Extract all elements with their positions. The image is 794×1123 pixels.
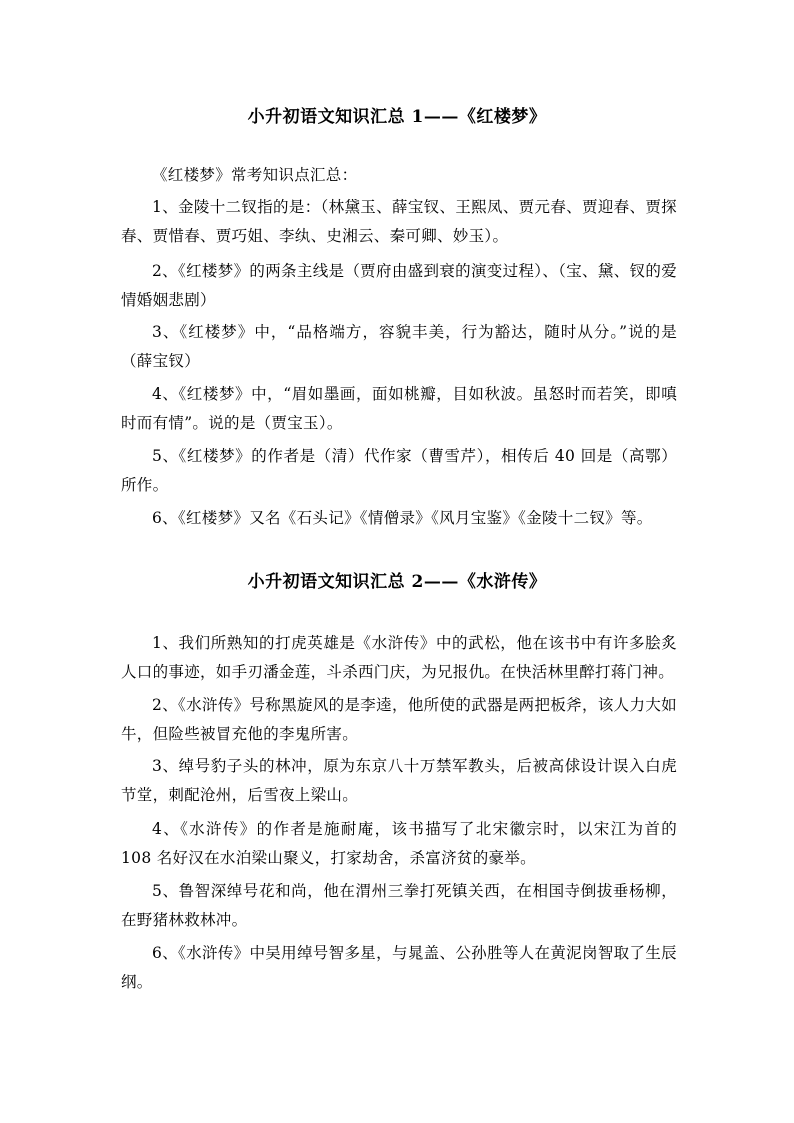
- list-item: 1、金陵十二钗指的是：（林黛玉、薛宝钗、王熙凤、贾元春、贾迎春、贾探春、贾惜春、贾巧姐、李纨、史湘云、秦可卿、妙玉）。: [121, 198, 677, 245]
- list-item: 4、《水浒传》的作者是施耐庵，该书描写了北宋徽宗时，以宋江为首的 108 名好汉在水泊梁山聚义，打家劫舍，杀富济贫的豪举。: [121, 820, 677, 867]
- list-item: 3、绰号豹子头的林冲，原为东京八十万禁军教头，后被高俅设计误入白虎节堂，刺配沧州，后雪夜上梁山。: [121, 757, 677, 804]
- list-item: 3、《红楼梦》中，“品格端方，容貌丰美，行为豁达，随时从分。”说的是（薛宝钗）: [121, 323, 677, 370]
- section-title-hongloumeng: 小升初语文知识汇总 1——《红楼梦》: [247, 107, 547, 127]
- list-item: 6、《水浒传》中吴用绰号智多星，与晁盖、公孙胜等人在黄泥岗智取了生辰纲。: [121, 944, 677, 991]
- list-item: 1、我们所熟知的打虎英雄是《水浒传》中的武松，他在该书中有许多脍炙人口的事迹，如手刃潘金莲，斗杀西门庆，为兄报仇。在快活林里醉打蒋门神。: [121, 634, 677, 681]
- list-item: 5、鲁智深绰号花和尚，他在渭州三拳打死镇关西，在相国寺倒拔垂杨柳，在野猪林救林冲。: [121, 882, 677, 929]
- list-item: 2、《红楼梦》的两条主线是（贾府由盛到衰的演变过程）、（宝、黛、钗的爱情婚姻悲剧）: [121, 262, 677, 309]
- list-item: 5、《红楼梦》的作者是（清）代作家（曹雪芹），相传后 40 回是（高鄂）所作。: [121, 447, 677, 494]
- list-item: 4、《红楼梦》中，“眉如墨画，面如桃瓣，目如秋波。虽怒时而若笑，即嗔时而有情”。说的是（贾宝玉）。: [121, 385, 677, 432]
- section-intro: 《红楼梦》常考知识点汇总：: [152, 166, 358, 184]
- list-item: 2、《水浒传》号称黑旋风的是李逵，他所使的武器是两把板斧，该人力大如牛，但险些被冒充他的李鬼所害。: [121, 696, 677, 743]
- list-item: 6、《红楼梦》又名《石头记》《情僧录》《风月宝鉴》《金陵十二钗》等。: [152, 509, 653, 527]
- section-title-shuihuzhuan: 小升初语文知识汇总 2——《水浒传》: [247, 572, 547, 592]
